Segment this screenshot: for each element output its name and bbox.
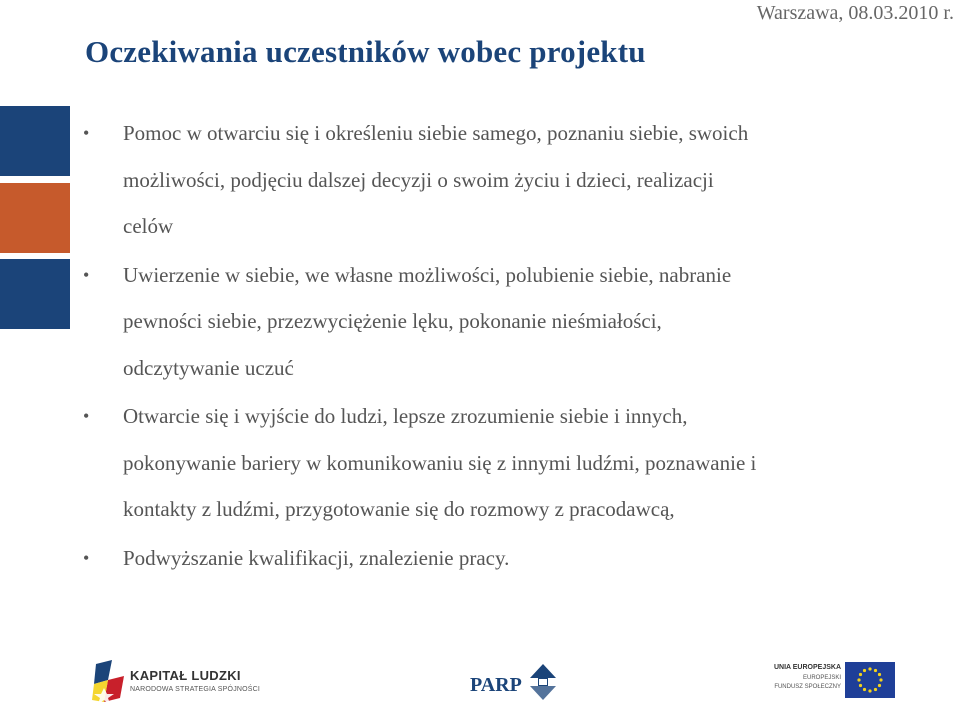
bullet-line: możliwości, podjęciu dalszej decyzji o swoim życiu i dzieci, realizacji	[123, 167, 714, 192]
bullet-marker: •	[83, 406, 90, 426]
eu-line1: UNIA EUROPEJSKA	[773, 664, 841, 671]
kapital-ludzki-name: KAPITAŁ LUDZKI	[130, 668, 241, 683]
side-block-orange	[0, 183, 70, 253]
bullet-line: kontakty z ludźmi, przygotowanie się do rozmowy z pracodawcą,	[123, 497, 675, 521]
kapital-ludzki-subtitle: NARODOWA STRATEGIA SPÓJNOŚCI	[130, 686, 261, 693]
eu-line3: FUNDUSZ SPOŁECZNY	[774, 684, 841, 690]
bullet-marker: •	[83, 123, 90, 143]
parp-logo	[468, 660, 564, 704]
bullet-marker: •	[83, 264, 90, 285]
bullet-line: celów	[123, 214, 174, 238]
side-block-blue-bottom	[0, 259, 70, 329]
kapital-ludzki-logo	[92, 658, 262, 704]
bullet-list	[80, 110, 940, 583]
bullet-item-3	[80, 393, 940, 533]
bullet-line: Otwarcie się i wyjście do ludzi, lepsze zrozumienie siebie i innych,	[123, 404, 688, 428]
parp-name: PARP	[470, 674, 522, 696]
footer-logos	[0, 650, 960, 708]
bullet-line: Uwierzenie w siebie, we własne możliwości, polubienie siebie, nabranie	[123, 262, 732, 287]
bullet-item-2	[80, 252, 940, 392]
eu-logo	[770, 662, 895, 702]
bullet-item-4	[80, 535, 940, 582]
bullet-line: pokonywanie bariery w komunikowaniu się z innymi ludźmi, poznawanie i	[123, 450, 757, 475]
kapital-ludzki-emblem-icon	[92, 658, 126, 704]
bullet-line: Pomoc w otwarciu się i określeniu siebie samego, poznaniu siebie, swoich	[123, 121, 749, 145]
parp-arrows-icon	[526, 662, 560, 702]
side-block-blue-top	[0, 106, 70, 176]
bullet-line: Podwyższanie kwalifikacji, znalezienie pracy.	[123, 545, 510, 570]
bullet-marker: •	[83, 547, 90, 568]
eu-flag-icon	[845, 662, 895, 698]
bullet-line: odczytywanie uczuć	[123, 355, 294, 380]
date-label: Warszawa, 08.03.2010 r.	[756, 2, 954, 24]
bullet-item-1	[80, 110, 940, 250]
page-title: Oczekiwania uczestników wobec projektu	[85, 34, 646, 69]
eu-line2: EUROPEJSKI	[802, 675, 841, 681]
bullet-line: pewności siebie, przezwyciężenie lęku, pokonanie nieśmiałości,	[123, 309, 662, 333]
